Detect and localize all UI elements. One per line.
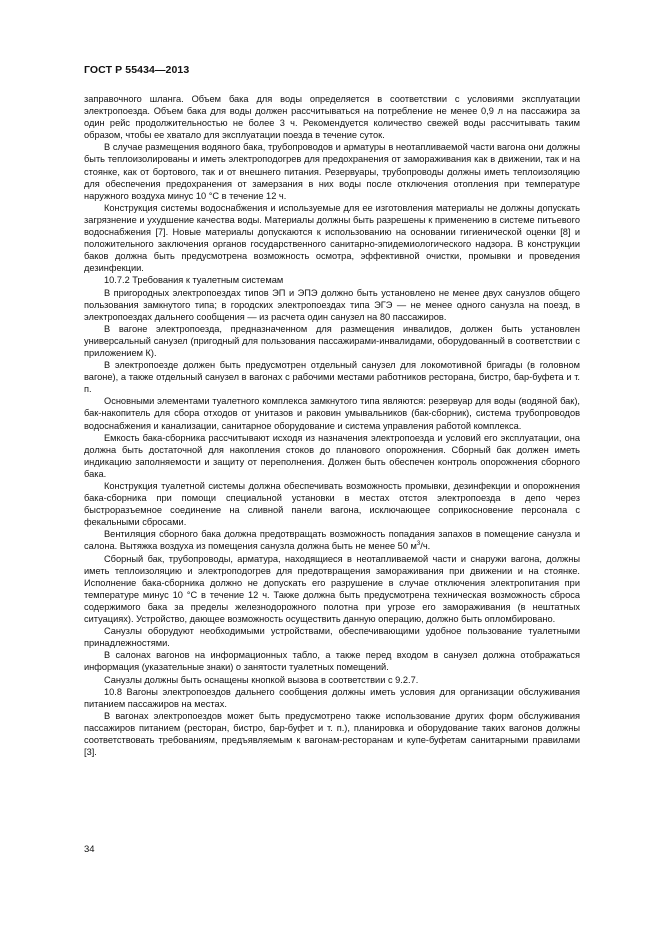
paragraph: Конструкция системы водоснабжения и используемые для ее изготовления материалы не должны допускать загрязнение и ухудшение качества воды. Материалы должны быть разрешены к применению в системе питьевого водоснабжения [7]. Новые материалы допускаются к использованию на основании гигиенической оценки [8] и положительного заключения органов государственного санитарно-эпидемиологического надзора. В конструкции баков должна быть предусмотрена возможность осмотра, эффективной очистки, промывки и проведения дезинфекции. xyxy=(84,202,580,274)
section-heading: 10.7.2 Требования к туалетным системам xyxy=(104,275,284,286)
paragraph xyxy=(84,528,580,552)
paragraph: Санузлы оборудуют необходимыми устройствами, обеспечивающими удобное пользование туалетными принадлежностями. xyxy=(84,626,580,649)
paragraph: Сборный бак, трубопроводы, арматура, находящиеся в неотапливаемой части и снаружи вагона, должны иметь теплоизоляцию и электроподогрев для предотвращения замораживания при движении и на стоянке. Исполнение бака-сборника должно не допускать его разрушение в случае отключения электропитания при температуре минус 10 °С в течение 12 ч. Также должна быть предусмотрена техническая возможность сброса содержимого бака за пределы железнодорожного полотна при угрозе его замораживания (в нештатных ситуациях). Устройство, дающее возможность осуществить данную операцию, должно быть опломбировано. xyxy=(84,553,580,625)
paragraph: В вагонах электропоездов может быть предусмотрено также использование других форм обслуживания пассажиров питанием (ресторан, бистро, бар-буфет и т. п.), планировка и оборудование таких вагонов должны соответствовать требованиям, предъявляемым к вагонам-ресторанам и купе-буфетам санитарными правилами [3]. xyxy=(84,710,580,758)
paragraph-text-tail: /ч. xyxy=(420,541,431,552)
document-header: ГОСТ Р 55434—2013 xyxy=(84,64,190,76)
paragraph: В пригородных электропоездах типов ЭП и ЭПЭ должно быть установлено не менее двух санузлов общего пользования замкнутого типа; в городских электропоездах типа ЭГЭ — не менее одного санузла на поезд, в электропоездах дальнего сообщения — из расчета один санузел на 80 пассажиров. xyxy=(84,287,580,322)
paragraph-text: Вентиляция сборного бака должна предотвращать возможность попадания запахов в помещение санузла и салона. Вытяжка воздуха из помещения санузла должна быть не менее 50 м xyxy=(84,529,580,552)
paragraph: заправочного шланга. Объем бака для воды определяется в соответствии с условиями эксплуатации электропоезда. Объем бака для воды должен рассчитываться на потребление не менее 0,9 л на пассажира за один рейс продолжительностью не более 3 ч. Рекомендуется количество свежей воды рассчитывать таким образом, чтобы ее хватало для эксплуатации поезда в течение суток. xyxy=(84,94,580,141)
paragraph: В вагоне электропоезда, предназначенном для размещения инвалидов, должен быть установлен универсальный санузел (пригодный для пользования пассажирами-инвалидами, оборудованный в соответствии с приложением К). xyxy=(84,323,580,358)
page-number: 34 xyxy=(84,844,95,855)
paragraph: Конструкция туалетной системы должна обеспечивать возможность промывки, дезинфекции и опорожнения бака-сборника при помощи специальной установки в местах отстоя электропоезда в депо через быстроразъемное соединение на сливной панели вагона, исключающее соприкосновение персонала с фекальными сбросами. xyxy=(84,481,580,528)
paragraph: Емкость бака-сборника рассчитывают исходя из назначения электропоезда и условий его эксплуатации, она должна быть достаточной для накопления стоков до планового опорожнения. Сборный бак должен иметь индикацию заполняемости и защиту от переполнения. Должен быть обеспечен контроль опорожнения сборного бака. xyxy=(84,432,580,479)
superscript: 3 xyxy=(416,541,421,548)
document-body xyxy=(84,93,580,758)
paragraph: В электропоезде должен быть предусмотрен отдельный санузел для локомотивной бригады (в головном вагоне), а также отдельный санузел в вагонах с рабочими местами работников ресторана, бистро, бар-буфета и т. п. xyxy=(84,360,580,395)
paragraph: Основными элементами туалетного комплекса замкнутого типа являются: резервуар для воды (водяной бак), бак-накопитель для сбора отходов от унитазов и раковин умывальников (бак-сборник), система трубопроводов водоснабжения и канализации, санитарное оборудование и система управления работой комплекса. xyxy=(84,396,580,431)
paragraph: Санузлы должны быть оснащены кнопкой вызова в соответствии с 9.2.7. xyxy=(104,674,419,685)
section-paragraph: 10.8 Вагоны электропоездов дальнего сообщения должны иметь условия для организации обслуживания питанием пассажиров на местах. xyxy=(84,686,580,709)
paragraph: В случае размещения водяного бака, трубопроводов и арматуры в неотапливаемой части вагона они должны быть теплоизолированы и иметь электроподогрев для предохранения от замораживания как в движении, так и на стоянке, как от бортового, так и от внешнего питания. Резервуары, трубопроводы должны иметь теплоизоляцию для обеспечения предохранения от замерзания в них воды после отключения отопления при температуре наружного воздуха минус 10 °С в течение 12 ч. xyxy=(84,142,580,201)
paragraph: В салонах вагонов на информационных табло, а также перед входом в санузел должна отображаться информация (указательные знаки) о занятости туалетных помещений. xyxy=(84,650,580,673)
